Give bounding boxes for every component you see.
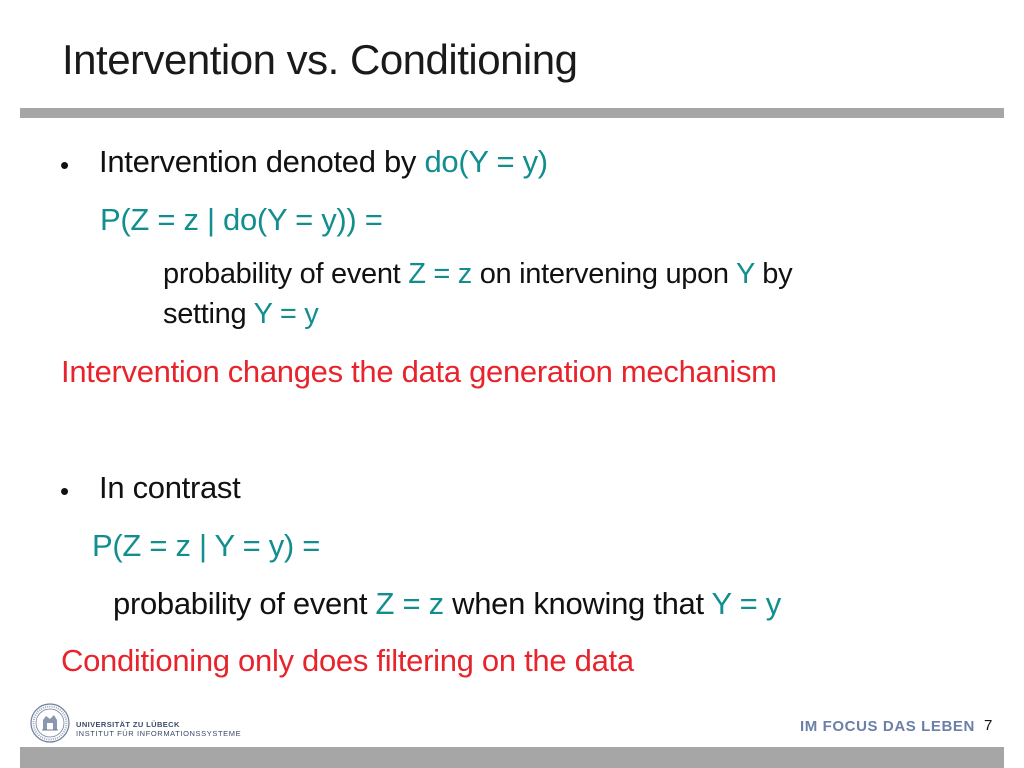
intervention-do-notation: do(Y = y) [424,144,548,179]
institute-label: INSTITUT FÜR INFORMATIONSSYSTEME [76,729,242,738]
desc1-text-b: on intervening upon [471,258,736,290]
university-seal-icon [30,703,70,743]
desc1-math-b: Y [736,258,755,290]
intervention-intro [99,144,548,180]
intervention-description-line2 [163,298,318,331]
contrast-intro: In contrast [99,470,241,505]
conditioning-formula: P(Z = z | Y = y) = [92,528,321,563]
desc1-text-a: probability of event [163,258,409,290]
page-number: 7 [984,717,993,734]
desc1-math-a: Z = z [408,258,472,290]
conditioning-description [113,586,781,622]
university-name [76,720,241,738]
conditioning-conclusion: Conditioning only does filtering on the data [61,643,634,678]
intervention-formula: P(Z = z | do(Y = y)) = [100,202,383,237]
desc2-text-a: probability of event [113,586,376,621]
desc1-line2-text: setting [163,298,254,330]
footer-bar [20,747,1004,768]
footer-motto: IM FOCUS DAS LEBEN [800,718,975,735]
desc2-math-a: Z = z [375,586,444,621]
slide-title: Intervention vs. Conditioning [62,36,578,83]
title-divider [20,108,1004,118]
university-label: UNIVERSITÄT ZU LÜBECK [76,720,180,729]
desc1-line2-math: Y = y [253,298,319,330]
desc2-math-b: Y = y [711,586,781,621]
intervention-description-line1 [163,258,792,291]
bullet-2: • [60,476,70,506]
intervention-conclusion: Intervention changes the data generation mechanism [61,354,777,389]
desc1-text-c: by [754,258,793,290]
intervention-intro-text: Intervention denoted by [99,144,425,179]
bullet-1: • [60,150,70,180]
desc2-text-b: when knowing that [443,586,712,621]
